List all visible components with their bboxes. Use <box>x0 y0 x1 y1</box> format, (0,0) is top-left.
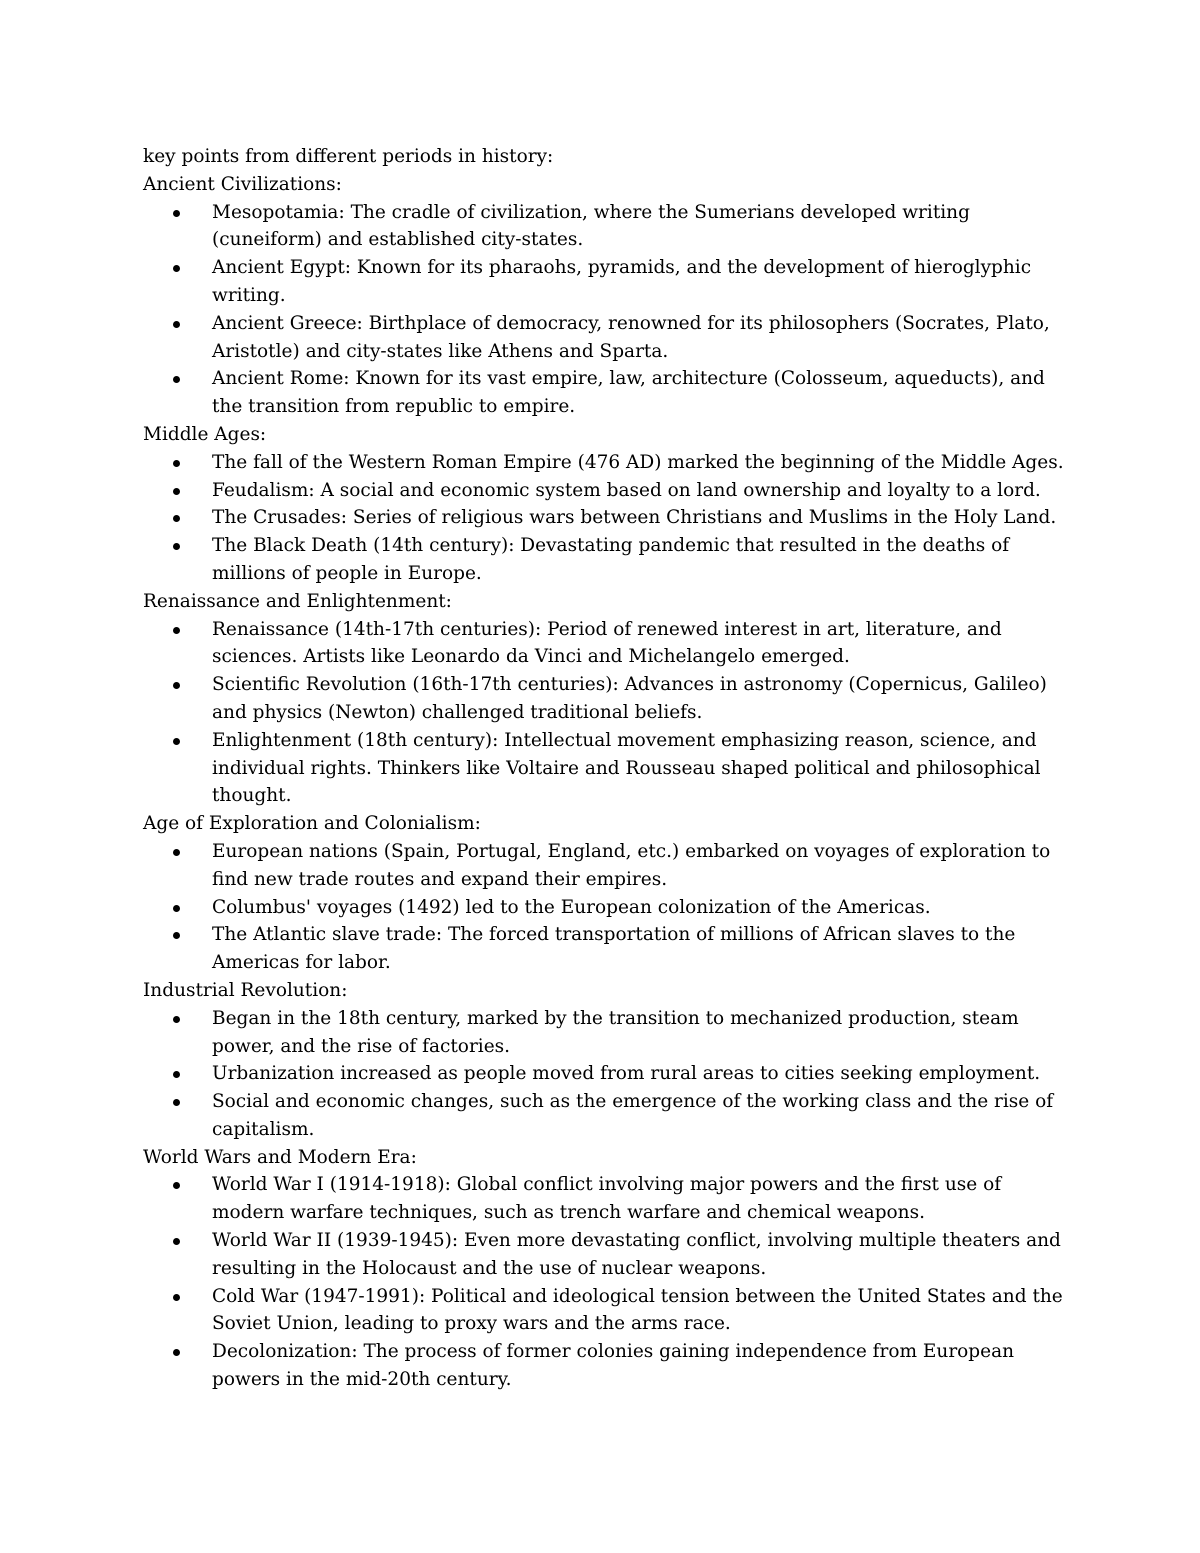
bullet-icon <box>173 543 180 550</box>
section-heading: World Wars and Modern Era: <box>143 1146 417 1168</box>
list-item <box>143 365 1073 421</box>
section <box>143 588 1073 810</box>
list-item <box>143 1005 1073 1061</box>
list-item <box>143 671 1073 727</box>
list-item-text: Mesopotamia: The cradle of civilization, where the Sumerians developed writing (cuneiform) and established city-states. <box>212 201 970 251</box>
bullet-icon <box>173 515 180 522</box>
list-item <box>143 894 1073 922</box>
bullet-icon <box>173 265 180 272</box>
list-item <box>143 310 1073 366</box>
list-item-text: Social and economic changes, such as the emergence of the working class and the rise of capitalism. <box>212 1091 1054 1140</box>
bullet-icon <box>173 1294 180 1301</box>
section <box>143 810 1073 977</box>
list-item-text: World War I (1914-1918): Global conflict involving major powers and the first use of modern warfare techniques, such as trench warfare and chemical weapons. <box>212 1174 1002 1224</box>
bullet-icon <box>173 460 180 467</box>
bullet-icon <box>173 849 180 856</box>
bullet-icon <box>173 738 180 745</box>
list-item-text: Decolonization: The process of former colonies gaining independence from European powers in the mid-20th century. <box>212 1341 1015 1391</box>
bullet-icon <box>173 1238 180 1245</box>
document-body <box>143 143 1073 1394</box>
list-item-text: The Atlantic slave trade: The forced transportation of millions of African slaves to the Americas for labor. <box>212 924 1016 974</box>
bullet-list <box>143 1005 1073 1144</box>
list-item-text: Began in the 18th century, marked by the transition to mechanized production, steam power, and the rise of factories. <box>212 1007 1019 1057</box>
bullet-icon <box>173 1016 180 1023</box>
bullet-icon <box>173 905 180 912</box>
sections-container <box>143 171 1073 1394</box>
bullet-list <box>143 616 1073 811</box>
bullet-icon <box>173 1099 180 1106</box>
list-item <box>143 199 1073 255</box>
section-heading: Middle Ages: <box>143 423 267 445</box>
bullet-list <box>143 838 1073 977</box>
bullet-icon <box>173 682 180 689</box>
list-item-text: Cold War (1947-1991): Political and ideological tension between the United States and the Soviet Union, leading to proxy wars and the arms race. <box>212 1285 1063 1335</box>
list-item <box>143 616 1073 672</box>
list-item <box>143 532 1073 588</box>
bullet-icon <box>173 376 180 383</box>
list-item-text: The Crusades: Series of religious wars between Christians and Muslims in the Holy Land. <box>212 507 1057 529</box>
list-item <box>143 1227 1073 1283</box>
list-item <box>143 1338 1073 1394</box>
list-item-text: The fall of the Western Roman Empire (476 AD) marked the beginning of the Middle Ages. <box>212 451 1064 473</box>
section-heading: Renaissance and Enlightenment: <box>143 590 452 612</box>
list-item <box>143 254 1073 310</box>
list-item-text: The Black Death (14th century): Devastating pandemic that resulted in the deaths of millions of people in Europe. <box>212 535 1010 584</box>
list-item <box>143 1283 1073 1339</box>
bullet-icon <box>173 488 180 495</box>
list-item-text: Scientific Revolution (16th-17th centuries): Advances in astronomy (Copernicus, Galileo) and physics (Newton) challenged traditional beliefs. <box>212 674 1047 723</box>
list-item <box>143 449 1073 477</box>
list-item-text: Columbus' voyages (1492) led to the European colonization of the Americas. <box>212 896 931 918</box>
bullet-icon <box>173 1349 180 1356</box>
document-intro: key points from different periods in history: <box>143 146 554 167</box>
list-item-text: Renaissance (14th-17th centuries): Period of renewed interest in art, literature, and sciences. Artists like Leonardo da Vinci and Michelangelo emerged. <box>212 618 1002 668</box>
bullet-icon <box>173 627 180 634</box>
list-item <box>143 504 1073 532</box>
section <box>143 1144 1073 1394</box>
list-item-text: Urbanization increased as people moved from rural areas to cities seeking employment. <box>212 1063 1041 1085</box>
list-item <box>143 727 1073 810</box>
list-item <box>143 1060 1073 1088</box>
section <box>143 171 1073 421</box>
section <box>143 421 1073 588</box>
list-item-text: Enlightenment (18th century): Intellectual movement emphasizing reason, science, and individual rights. Thinkers like Voltaire and Rousseau shaped political and philosophical thought. <box>212 729 1041 807</box>
bullet-icon <box>173 932 180 939</box>
section-heading: Ancient Civilizations: <box>143 173 342 195</box>
bullet-icon <box>173 1071 180 1078</box>
bullet-icon <box>173 1182 180 1189</box>
section-heading: Industrial Revolution: <box>143 979 348 1001</box>
list-item-text: Ancient Egypt: Known for its pharaohs, pyramids, and the development of hieroglyphic writing. <box>212 257 1032 306</box>
list-item-text: Ancient Greece: Birthplace of democracy, renowned for its philosophers (Socrates, Plato, Aristotle) and city-states like Athens and Sparta. <box>212 312 1050 362</box>
bullet-list <box>143 199 1073 421</box>
list-item <box>143 477 1073 505</box>
list-item <box>143 838 1073 894</box>
list-item <box>143 921 1073 977</box>
list-item-text: European nations (Spain, Portugal, England, etc.) embarked on voyages of exploration to find new trade routes and expand their empires. <box>212 840 1051 890</box>
bullet-icon <box>173 321 180 328</box>
list-item-text: Feudalism: A social and economic system based on land ownership and loyalty to a lord. <box>212 479 1041 501</box>
list-item <box>143 1088 1073 1144</box>
list-item-text: Ancient Rome: Known for its vast empire, law, architecture (Colosseum, aqueducts), and the transition from republic to empire. <box>212 368 1045 418</box>
bullet-icon <box>173 210 180 217</box>
section <box>143 977 1073 1144</box>
list-item <box>143 1171 1073 1227</box>
section-heading: Age of Exploration and Colonialism: <box>143 813 481 835</box>
list-item-text: World War II (1939-1945): Even more devastating conflict, involving multiple theaters and resulting in the Holocaust and the use of nuclear weapons. <box>212 1230 1061 1279</box>
bullet-list <box>143 449 1073 588</box>
bullet-list <box>143 1171 1073 1393</box>
